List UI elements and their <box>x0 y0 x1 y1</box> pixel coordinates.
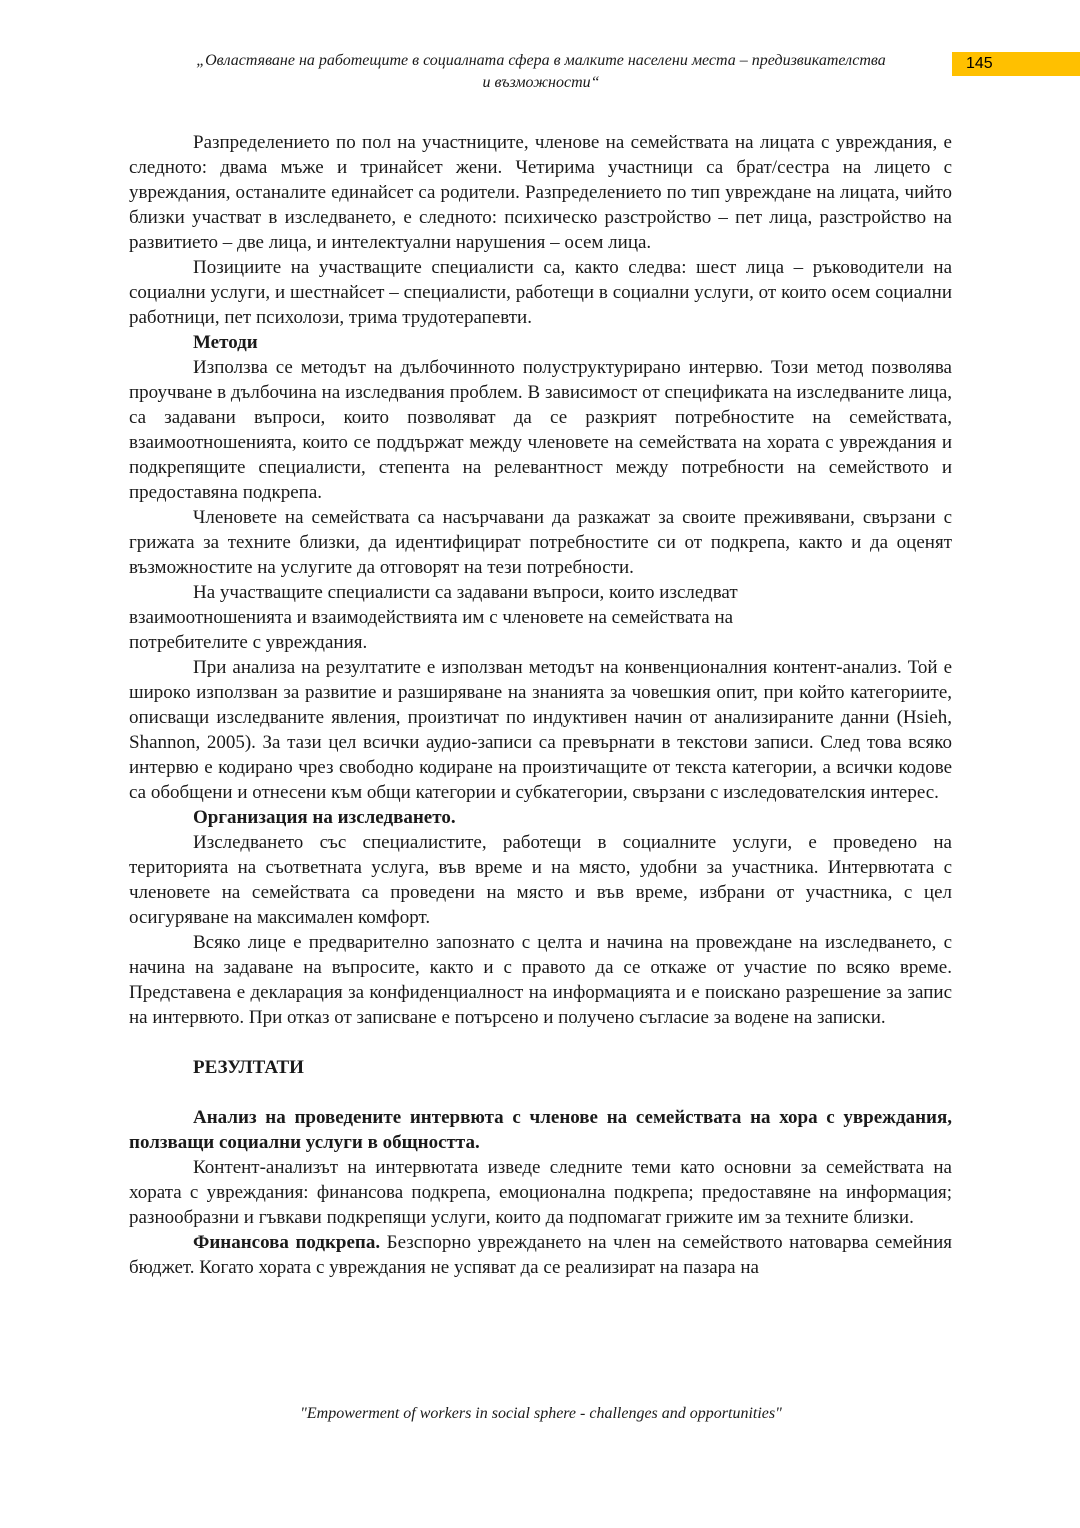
header-title-line1: „Овластяване на работещите в социалната сфера в малките населени места – предизвикателства <box>196 52 886 69</box>
main-text <box>129 130 952 1280</box>
heading-interview-analysis: Анализ на проведените интервюта с членове на семействата на хора с увреждания, ползващи социални услуги в общността. <box>129 1107 952 1153</box>
paragraph-method-interview: Използва се методът на дълбочинното полуструктурирано интервю. Този метод позволява проучване в дълбочина на изследвания проблем. В зависимост от спецификата на изследваните лица, са задавани въпроси, които позволяват да се разкрият потребностите на семействата, взаимоотношенията, които се поддържат между членовете на семействата на хората с увреждания и подкрепящите специалисти, степента на релевантност между потребности на семейството и предоставяна подкрепа. <box>129 357 952 503</box>
financial-support-text: Безспорно увреждането на член на семейството натоварва семейния бюджет. Когато хората с увреждания не успяват да се реализират на пазара на <box>129 1232 952 1278</box>
financial-support-lead: Финансова подкрепа. <box>193 1232 381 1253</box>
paragraph-themes: Контент-анализът на интервютата изведе следните теми като основни за семействата на хората с увреждания: финансова подкрепа, емоционална подкрепа; предоставяне на информация; разнообразни и гъвкави подкрепящи услуги, които да подпомагат грижите им за техните близки. <box>129 1157 952 1228</box>
heading-results: РЕЗУЛТАТИ <box>193 1057 304 1078</box>
paragraph-participants-gender: Разпределението по пол на участниците, членове на семействата на лицата с увреждания, е следното: двама мъже и тринайсет жени. Четирима участници са брат/сестра на лицето с увреждания, останалите единайсет са родители. Разпределението по тип увреждане на лицата, чийто близки участват в изследването, е следното: психическо разстройство – пет лица, разстройство на развитието – две лица, и интелектуални нарушения – осем лица. <box>129 132 952 253</box>
paragraph-specialists-questions <box>129 580 952 655</box>
paragraph-specialists-questions-line1: На участващите специалисти са задавани въпроси, които изследват <box>193 582 738 603</box>
page-number: 145 <box>966 55 993 72</box>
paragraph-organization: Изследването със специалистите, работещи в социалните услуги, е проведено на територията на съответната услуга, във време и на място, удобни за участника. Интервютата с членовете на семействата са проведени на място и във време, избрани от участника, с цел осигуряване на максимален комфорт. <box>129 832 952 928</box>
paragraph-specialists-questions-line3: потребителите с увреждания. <box>129 632 368 653</box>
paragraph-specialists-questions-line2: взаимоотношенията и взаимодействията им с членовете на семействата на <box>129 607 734 628</box>
paragraph-specialists-positions: Позициите на участващите специалисти са, както следва: шест лица – ръководители на социални услуги, и шестнайсет – специалисти, работещи в социални услуги, от които осем социални работници, пет психолози, трима трудотерапевти. <box>129 257 952 328</box>
heading-organization: Организация на изследването. <box>193 807 456 828</box>
paragraph-family-members: Членовете на семействата са насърчавани да разкажат за своите преживявани, свързани с грижата за техните близки, да идентифицират потребностите си от подкрепа, както и да оценят възможностите на услугите да отговорят на тези потребности. <box>129 507 952 578</box>
paragraph-financial-support <box>129 1230 952 1280</box>
header-title-line2: и възможности“ <box>482 74 600 91</box>
paragraph-consent: Всяко лице е предварително запознато с целта и начина на провеждане на изследването, с начина на задаване на въпросите, както и с правото да се откаже от участие по всяко време. Представена е декларация за конфиденциалност на информацията и е поискано разрешение за запис на интервюто. При отказ от записване е потърсено и получено съгласие за водене на записки. <box>129 932 952 1028</box>
running-footer: "Empowerment of workers in social sphere - challenges and opportunities" <box>300 1405 782 1422</box>
heading-methods: Методи <box>193 332 258 353</box>
running-header <box>130 50 952 94</box>
page-number-badge <box>952 52 1080 76</box>
paragraph-content-analysis: При анализа на резултатите е използван методът на конвенционалния контент-анализ. Той е широко използван за развитие и разширяване на знанията за човешкия опит, при който категориите, описващи изследваните явления, произтичат по индуктивен начин от анализираните данни (Hsieh, Shannon, 2005). За тази цел всички аудио-записи са превърнати в текстови записи. След това всяко интервю е кодирано чрез свободно кодиране на произтичащите от текста категории, а всички кодове са обобщени и отнесени към общи категории и субкатегории, свързани с изследователския интерес. <box>129 657 952 803</box>
